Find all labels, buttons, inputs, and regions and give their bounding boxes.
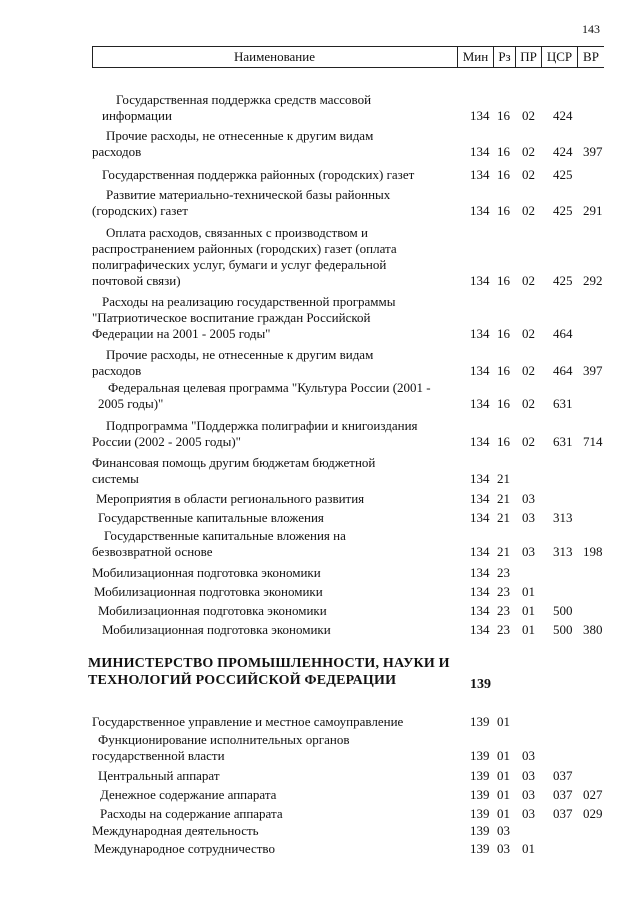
code-csr: 500 <box>553 603 573 618</box>
code-pr: 02 <box>522 396 535 411</box>
code-rz: 21 <box>497 544 510 559</box>
table-row <box>0 510 640 526</box>
code-min: 134 <box>470 108 490 123</box>
code-csr: 037 <box>553 787 573 802</box>
code-vr: 027 <box>583 787 603 802</box>
code-rz: 23 <box>497 603 510 618</box>
code-rz: 16 <box>497 203 510 218</box>
row-codes <box>470 167 620 183</box>
code-vr: 397 <box>583 144 603 159</box>
code-min: 134 <box>470 363 490 378</box>
code-rz: 23 <box>497 565 510 580</box>
code-min: 134 <box>470 622 490 637</box>
code-rz: 01 <box>497 768 510 783</box>
row-name: Федеральная целевая программа "Культура России (2001 - 2005 годы)" <box>98 380 431 411</box>
row-name: Функционирование исполнительных органов государственной власти <box>92 732 350 763</box>
code-min: 134 <box>470 603 490 618</box>
table-row <box>0 187 640 219</box>
table-row <box>0 841 640 857</box>
code-rz: 16 <box>497 273 510 288</box>
code-min: 139 <box>470 806 490 821</box>
row-codes <box>470 584 620 600</box>
row-name: Государственные капитальные вложения <box>98 510 324 525</box>
table-row <box>0 128 640 160</box>
code-min: 134 <box>470 510 490 525</box>
code-csr: 631 <box>553 434 573 449</box>
code-rz: 23 <box>497 584 510 599</box>
page-number: 143 <box>582 22 600 36</box>
code-rz: 16 <box>497 167 510 182</box>
table-row <box>0 584 640 600</box>
code-csr: 313 <box>553 544 573 559</box>
code-rz: 21 <box>497 471 510 486</box>
code-csr: 464 <box>553 326 573 341</box>
code-pr: 01 <box>522 603 535 618</box>
row-name: Мобилизационная подготовка экономики <box>92 565 321 580</box>
table-row <box>0 603 640 619</box>
row-codes <box>470 841 620 857</box>
code-csr: 425 <box>553 273 573 288</box>
code-vr: 714 <box>583 434 603 449</box>
header-csr: ЦСР <box>542 47 578 67</box>
row-codes <box>470 714 620 730</box>
code-pr: 03 <box>522 806 535 821</box>
table-row <box>0 768 640 784</box>
code-min: 134 <box>470 203 490 218</box>
code-rz: 03 <box>497 823 510 838</box>
row-codes <box>470 544 620 560</box>
code-pr: 01 <box>522 841 535 856</box>
code-rz: 01 <box>497 714 510 729</box>
code-vr: 380 <box>583 622 603 637</box>
code-pr: 02 <box>522 434 535 449</box>
code-rz: 16 <box>497 396 510 411</box>
header-min: Мин <box>458 47 494 67</box>
row-codes <box>470 748 620 764</box>
row-codes <box>470 787 620 803</box>
row-name: Мобилизационная подготовка экономики <box>102 622 331 637</box>
code-vr: 397 <box>583 363 603 378</box>
code-pr: 03 <box>522 544 535 559</box>
row-codes <box>470 806 620 822</box>
code-min: 139 <box>470 787 490 802</box>
row-codes <box>470 565 620 581</box>
row-name: Оплата расходов, связанных с производством и распространением районных (городских) газет (оплата полиграфических услуг, бумаги и услуг федеральной почтовой связи) <box>92 225 397 288</box>
code-pr: 02 <box>522 363 535 378</box>
code-csr: 500 <box>553 622 573 637</box>
header-rz: Рз <box>494 47 516 67</box>
row-codes <box>470 273 620 289</box>
code-min: 139 <box>470 748 490 763</box>
row-name: Прочие расходы, не отнесенные к другим видам расходов <box>92 347 374 378</box>
code-csr: 037 <box>553 768 573 783</box>
code-rz: 16 <box>497 434 510 449</box>
row-name: Государственное управление и местное самоуправление <box>92 714 404 729</box>
header-vr: ВР <box>583 49 599 64</box>
code-min: 139 <box>470 841 490 856</box>
code-min: 134 <box>470 434 490 449</box>
code-csr: 631 <box>553 396 573 411</box>
code-csr: 424 <box>553 108 573 123</box>
code-rz: 01 <box>497 787 510 802</box>
code-pr: 02 <box>522 167 535 182</box>
code-pr: 01 <box>522 622 535 637</box>
code-min: 134 <box>470 491 490 506</box>
table-row <box>0 418 640 450</box>
code-pr: 03 <box>522 787 535 802</box>
row-name: Государственная поддержка средств массовой информации <box>102 92 372 123</box>
row-codes <box>470 203 620 219</box>
code-pr: 02 <box>522 108 535 123</box>
row-name: Государственные капитальные вложения на безвозвратной основе <box>92 528 346 559</box>
table-row <box>0 732 640 764</box>
code-rz: 16 <box>497 326 510 341</box>
row-codes <box>470 108 620 124</box>
code-rz: 16 <box>497 363 510 378</box>
code-vr: 291 <box>583 203 603 218</box>
code-rz: 16 <box>497 144 510 159</box>
code-csr: 425 <box>553 167 573 182</box>
row-name: Государственная поддержка районных (городских) газет <box>102 167 415 182</box>
row-codes <box>470 471 620 487</box>
row-name: Центральный аппарат <box>98 768 220 783</box>
code-pr: 02 <box>522 273 535 288</box>
code-csr: 424 <box>553 144 573 159</box>
code-min: 139 <box>470 714 490 729</box>
code-csr: 425 <box>553 203 573 218</box>
row-codes <box>470 622 620 638</box>
code-min: 134 <box>470 273 490 288</box>
row-codes <box>470 434 620 450</box>
code-vr: 029 <box>583 806 603 821</box>
table-row <box>0 491 640 507</box>
table-row <box>0 714 640 730</box>
table-row <box>0 347 640 379</box>
code-pr: 01 <box>522 584 535 599</box>
table-row <box>0 294 640 342</box>
code-pr: 03 <box>522 748 535 763</box>
code-rz: 01 <box>497 806 510 821</box>
row-name: Денежное содержание аппарата <box>100 787 277 802</box>
table-row <box>0 787 640 803</box>
code-csr: 464 <box>553 363 573 378</box>
row-name: Прочие расходы, не отнесенные к другим видам расходов <box>92 128 374 159</box>
code-rz: 21 <box>497 510 510 525</box>
code-pr: 02 <box>522 326 535 341</box>
row-codes <box>470 823 620 839</box>
table-header <box>92 46 604 68</box>
code-rz: 03 <box>497 841 510 856</box>
code-pr: 03 <box>522 510 535 525</box>
table-row <box>0 528 640 560</box>
code-rz: 23 <box>497 622 510 637</box>
header-pr: ПР <box>516 47 542 67</box>
table-row <box>0 622 640 638</box>
row-name: Мероприятия в области регионального развития <box>96 491 365 506</box>
table-row <box>0 455 640 487</box>
row-name: Международная деятельность <box>92 823 259 838</box>
row-name: Международное сотрудничество <box>94 841 275 856</box>
code-min: 134 <box>470 471 490 486</box>
code-vr: 292 <box>583 273 603 288</box>
header-name: Наименование <box>92 47 458 67</box>
row-name: Подпрограмма "Поддержка полиграфии и книгоиздания России (2002 - 2005 годы)" <box>92 418 418 449</box>
row-codes <box>470 363 620 379</box>
code-vr: 198 <box>583 544 603 559</box>
row-codes <box>470 768 620 784</box>
row-name: Финансовая помощь другим бюджетам бюджетной системы <box>92 455 376 486</box>
table-row <box>0 380 640 412</box>
code-min: 139 <box>470 768 490 783</box>
row-codes <box>470 603 620 619</box>
table-row <box>0 92 640 124</box>
table-row <box>0 565 640 581</box>
code-min: 134 <box>470 584 490 599</box>
row-codes <box>470 144 620 160</box>
code-pr: 02 <box>522 203 535 218</box>
code-min: 134 <box>470 565 490 580</box>
code-min: 139 <box>470 823 490 838</box>
table-row <box>0 806 640 822</box>
table-row <box>0 823 640 839</box>
code-min: 134 <box>470 167 490 182</box>
row-name: Мобилизационная подготовка экономики <box>94 584 323 599</box>
code-pr: 02 <box>522 144 535 159</box>
row-codes <box>470 396 620 412</box>
code-min: 134 <box>470 326 490 341</box>
code-rz: 16 <box>497 108 510 123</box>
row-name: Мобилизационная подготовка экономики <box>98 603 327 618</box>
code-csr: 037 <box>553 806 573 821</box>
code-min: 134 <box>470 144 490 159</box>
row-codes <box>470 326 620 342</box>
code-rz: 21 <box>497 491 510 506</box>
table-row <box>0 167 640 183</box>
code-pr: 03 <box>522 491 535 506</box>
row-name: Развитие материально-технической базы районных (городских) газет <box>92 187 391 218</box>
row-name: Расходы на реализацию государственной программы "Патриотическое воспитание граждан Российской Федерации на 2001 - 2005 годы" <box>92 294 396 341</box>
code-min: 134 <box>470 544 490 559</box>
code-csr: 313 <box>553 510 573 525</box>
code-rz: 01 <box>497 748 510 763</box>
code-pr: 03 <box>522 768 535 783</box>
table-row <box>0 225 640 289</box>
row-codes <box>470 491 620 507</box>
row-codes <box>470 510 620 526</box>
code-min: 134 <box>470 396 490 411</box>
header-left-border <box>92 47 93 67</box>
row-name: Расходы на содержание аппарата <box>100 806 283 821</box>
ministry-code: 139 <box>470 677 491 692</box>
ministry-title: МИНИСТЕРСТВО ПРОМЫШЛЕННОСТИ, НАУКИ И ТЕХНОЛОГИЙ РОССИЙСКОЙ ФЕДЕРАЦИИ <box>88 656 450 688</box>
